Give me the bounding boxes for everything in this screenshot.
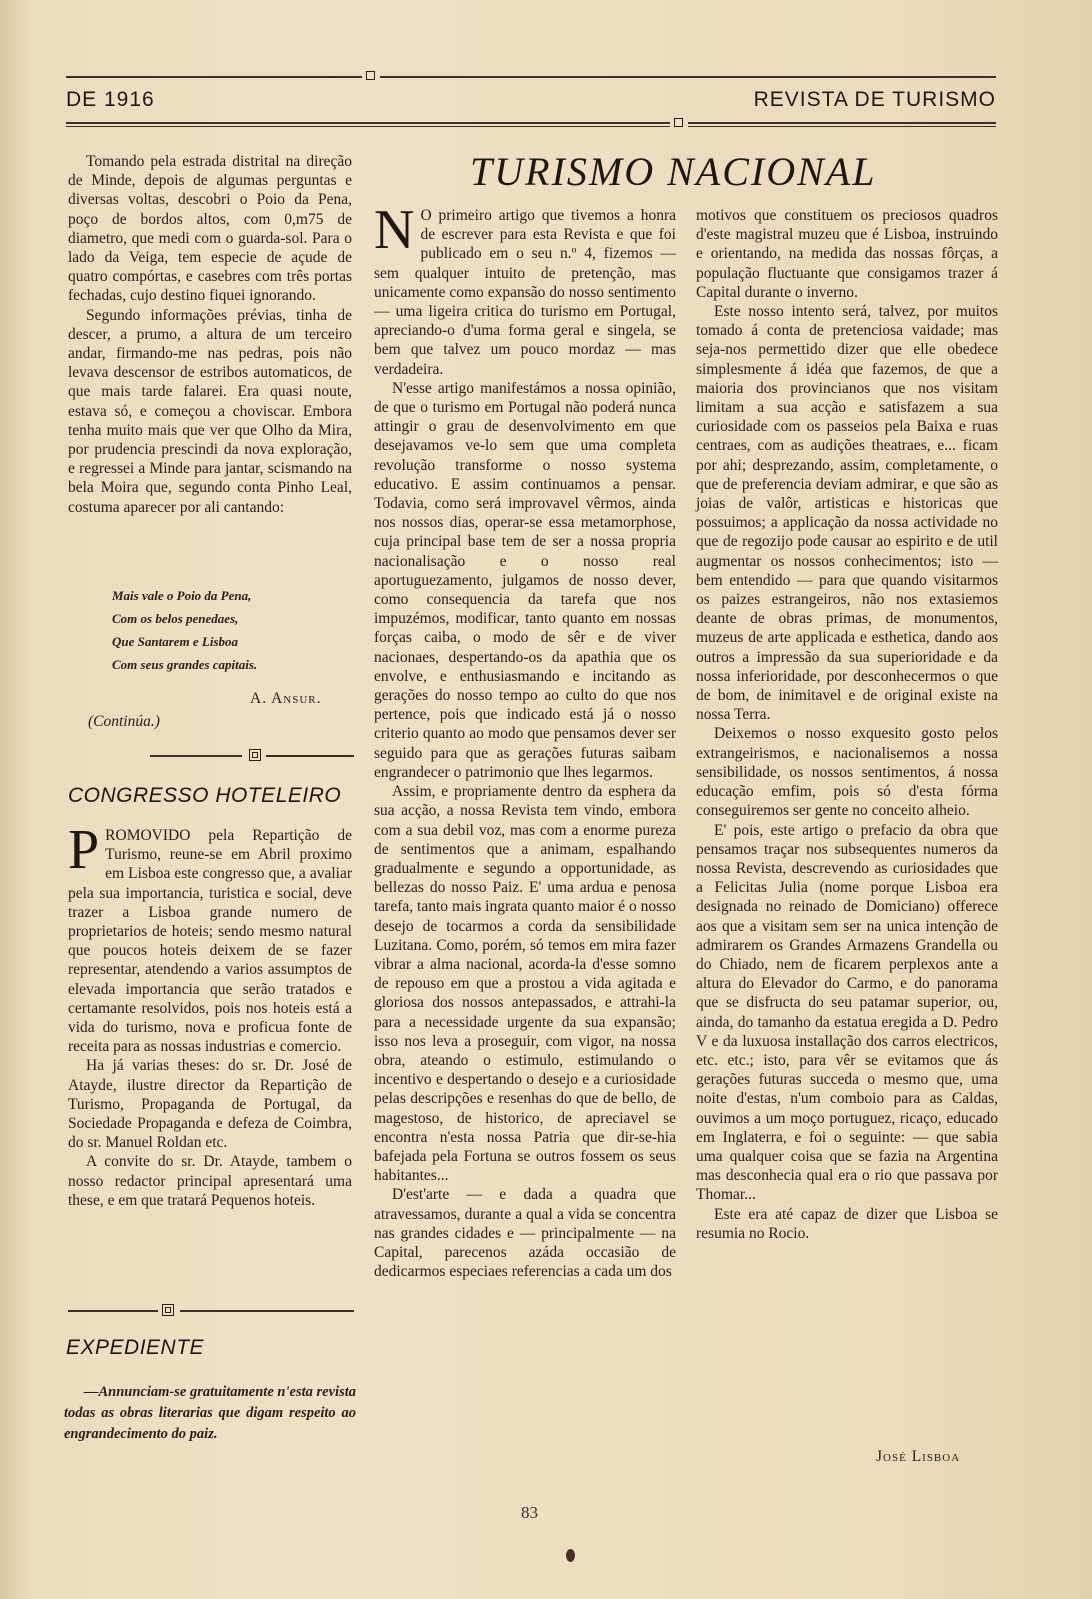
right-paragraph: motivos que constituem os preciosos quadros d'este magistral muzeu que é Lisboa, instruindo e orientando, na medida das nossas fôrças, a população fluctuante que consigamos trazer á Capital durante o inverno.: [696, 207, 998, 301]
middle-dropcap: N: [374, 199, 415, 261]
left-article-paragraph: Segundo informações prévias, tinha de descer, a prumo, a altura de um terceiro andar, firmando-me nas pedras, pois não levava descensor de estribos automaticos, de que mais tarde falarei. Era quasi noute, estava só, e começou a choviscar. Embora tenha muito mais que ver que Olho da Mira, por prudencia prescindi da nova exploração, e regressei a Minde para jantar, scismando na bela Moira que, segundo conta Pinho Leal, costuma aparecer por ali cantando:: [68, 306, 352, 516]
right-paragraph: Deixemos o nosso exquesito gosto pelos extrangeirismos, e nacionalisemos a nossa sensibilidade, os nossos sentimentos, á nossa educação emfim, pois só d'esta fórma conseguiremos ser gente no conceito alheio.: [696, 725, 998, 820]
ornament-square-icon: [674, 118, 683, 127]
verse-line: Mais vale o Poio da Pena,: [112, 588, 252, 603]
header-rule-bottom-right-thin: [688, 126, 996, 127]
congresso-paragraph: Ha já varias theses: do sr. Dr. José de Atayde, ilustre director da Repartição de Turismo, Propaganda de Portugal, da Sociedade Propaganda e defeza de Coimbra, do sr. Manuel Roldan etc.: [68, 1057, 352, 1152]
ornament-square-icon: [366, 71, 375, 80]
separator-rule: [150, 755, 242, 757]
separator-rule: [266, 755, 354, 757]
left-article-signature: A. Ansur.: [250, 690, 322, 707]
congresso-article: [68, 819, 352, 1210]
page-number: 83: [521, 1503, 538, 1522]
separator-rule: [68, 1310, 158, 1312]
ornament-square-icon: [162, 1304, 174, 1316]
left-article-paragraph: Tomando pela estrada distrital na direção de Minde, depois de algumas perguntas e diversas voltas, descobri o Poio da Pena, poço de bordos altos, com 0,m75 de diametro, que medi com o guarda-sol. Para o lado da Veiga, tem especie de açude de quatro compórtas, e casebres com três portas fechadas, cujo destino fiquei ignorando.: [68, 153, 352, 305]
verse-line: Que Santarem e Lisboa: [112, 634, 239, 649]
expediente-title: EXPEDIENTE: [66, 1336, 205, 1359]
congresso-paragraph: PROMOVIDO pela Repartição de Turismo, reune-se em Abril proximo em Lisboa este congresso que, a avaliar pela sua importancia, turistica e social, deve trazer a Lisboa grande numero de proprietarios de hoteis; sendo mesmo natural que poucos hoteis deixem de se fazer representar, atendendo a varios assumptos de elevada importancia que serão tratados e certamante resolvidos, pois nos hoteis está a vida do turismo, nova e proficua fonte de receita para as nossas industrias e comercio.: [68, 819, 352, 1056]
left-article: [68, 152, 352, 517]
congresso-dropcap: P: [68, 819, 100, 881]
header-rule-bottom-left-thin: [66, 126, 670, 127]
ornament-square-icon: [249, 749, 261, 761]
middle-paragraph: N O primeiro artigo que tivemos a honra de escrever para esta Revista e que foi publicado em o seu n.º 4, fizemos — sem qualquer intuito de pretenção, mas unicamente como expansão do nosso sentimento — uma ligeira critica do turismo em Portugal, apreciando-o d'uma forma geral e singela, se bem que talvez um pouco mordaz — mas verdadeira.: [374, 199, 676, 378]
right-paragraph: Este era até capaz de dizer que Lisboa se resumia no Rocio.: [696, 1205, 998, 1242]
right-column: [696, 206, 998, 1243]
header-left: DE 1916: [66, 88, 155, 111]
continua-note: (Continúa.): [88, 713, 160, 730]
header-rule-bottom-left: [66, 122, 670, 124]
congresso-paragraph: A convite do sr. Dr. Atayde, tambem o nosso redactor principal apresentará uma these, e em que tratará Pequenos hoteis.: [68, 1153, 352, 1209]
congresso-title: CONGRESSO HOTELEIRO: [68, 784, 342, 807]
verse-line: Com os belos penedaes,: [112, 611, 239, 626]
middle-paragraph: N'esse artigo manifestámos a nossa opinião, de que o turismo em Portugal não poderá nunca attingir o grau de desenvolvimento em que desejavamos ve-lo sem que uma completa revolução transforme o nosso systema educativo. E assim continuamos a pensar. Todavia, como será improvavel vêrmos, ainda nos nossos dias, operar-se essa metamorphose, cuja principal base tem de ser a nossa propria nacionalisação e o nosso real aportuguezamento, julgamos de nosso dever, como consequencia da tarefa que nos impuzémos, modificar, tanto quanto em nossas forças caiba, o modo de sêr e de viver nacionaes, despertando-os da apathia que os envolve, e enthusiasmando e incitando as gerações do nosso tempo ao culto do que nos pertence, pois que indicado está já o nosso criterio quanto ao modo que pensamos dever ser seguido para que as gerações futuras saibam engrandecer o patrimonio que lhes legarmos.: [374, 379, 676, 781]
separator-rule: [180, 1310, 354, 1312]
header-rule-bottom-right: [688, 122, 996, 124]
footer-dot-icon: [566, 1549, 575, 1562]
middle-paragraph: D'est'arte — e dada a quadra que atravessamos, durante a qual a vida se concentra nas grandes cidades e — principalmente — na Capital, parecenos azáda occasião de dedicarmos especiaes referencias a cada um dos: [374, 1186, 676, 1281]
header-rule-top-left: [66, 76, 362, 78]
right-article-signature: José Lisboa: [876, 1448, 961, 1465]
right-paragraph: E' pois, este artigo o prefacio da obra que pensamos traçar nos subsequentes numeros da nossa Revista, descrevendo as curiosidades que a Felicitas Julia (nome porque Lisboa era designada no reinado de Domiciano) offerece aos que a visitam sem ser na unica intenção de admirarem os Grandes Armazens Grandella ou do Chiado, nem de ficarem perplexos ante a altura do Elevador do Carmo, e do panorama que se disfructa do seu patamar superior, ou, ainda, do tamanho da estatua eregida a D. Pedro V e da luxuosa installação dos carros electricos, etc. etc.; isto, para vêr se evitamos que ás gerações futuras succeda o mesmo que, uma noite d'estas, n'um comboio para as Caldas, ouvimos a um moço portuguez, ricaço, educado em Inglaterra, e foi o seguinte: — que sabia uma qualquer coisa que se fazia na Argentina mas desconhecia qual era o rio que passava por Thomar...: [696, 821, 998, 1204]
main-title: TURISMO NACIONAL: [470, 149, 877, 194]
middle-paragraph: Assim, e propriamente dentro da esphera da sua acção, a nossa Revista tem vindo, embora com a sua debil voz, mas com a enorme pureza de sentimentos que a animam, espalhando gradualmente e segundo a opportunidade, as bellezas do nosso Paiz. E' uma ardua e penosa tarefa, tanto mais ingrata quanto maior é o nosso desejo de tocarmos a corda da sensibilidade Luzitana. Como, porém, só temos em mira fazer vibrar a alma nacional, acorda-la d'esse somno de repouso em que a prostou a vida agitada e gloriosa dos nossos antepassados, e attrahi-la para a necessidade urgente da sua expansão; isso nos leva a proseguir, com vigor, na nossa obra, ateando o estimulo, estimulando o incentivo e despertando o desejo e a curiosidade pelas descripções e resenhas do que de bello, de magestoso, de historico, de apreciavel se encontra n'esta nossa Patria que dir-se-hia bafejada pela Fortuna se outros fossem os seus habitantes...: [374, 783, 676, 1185]
verse-line: Com seus grandes capitais.: [112, 657, 258, 672]
header-rule-top-right: [380, 76, 996, 78]
header-right: REVISTA DE TURISMO: [753, 88, 996, 111]
middle-column: [374, 199, 676, 1281]
expediente-text: —Annunciam-se gratuitamente n'esta revista todas as obras literarias que digam respeito ao engrandecimento do paiz.: [64, 1384, 356, 1442]
right-paragraph: Este nosso intento será, talvez, por muitos tomado á conta de pretenciosa vaidade; mas seja-nos permettido dizer que elle obedece simplesmente á idéa que fazemos, de que a maioria dos provincianos que nos visitam limitam a sua acção e satisfazem a sua curiosidade com os passeios pela Baixa e ruas centraes, com as audições theatraes, e... ficam por ahi; desprezando, assim, completamente, o que de preferencia deviam admirar, e que são as joias de valôr, artisticas e historicas que possuimos; a applicação da nossa actividade no que de regozijo pode causar ao espirito e de util augmentar os nossos conhecimentos; isto — bem entendido — para que quando visitarmos os paizes estrangeiros, não nos extasiemos deante de obras primas, de monumentos, muzeus de arte applicada e esthetica, dando aos outros a impressão da sua superioridade e da nossa inferioridade, por desconhecermos o que de bom, de inimitavel e de original existe na nossa Terra.: [696, 303, 998, 724]
